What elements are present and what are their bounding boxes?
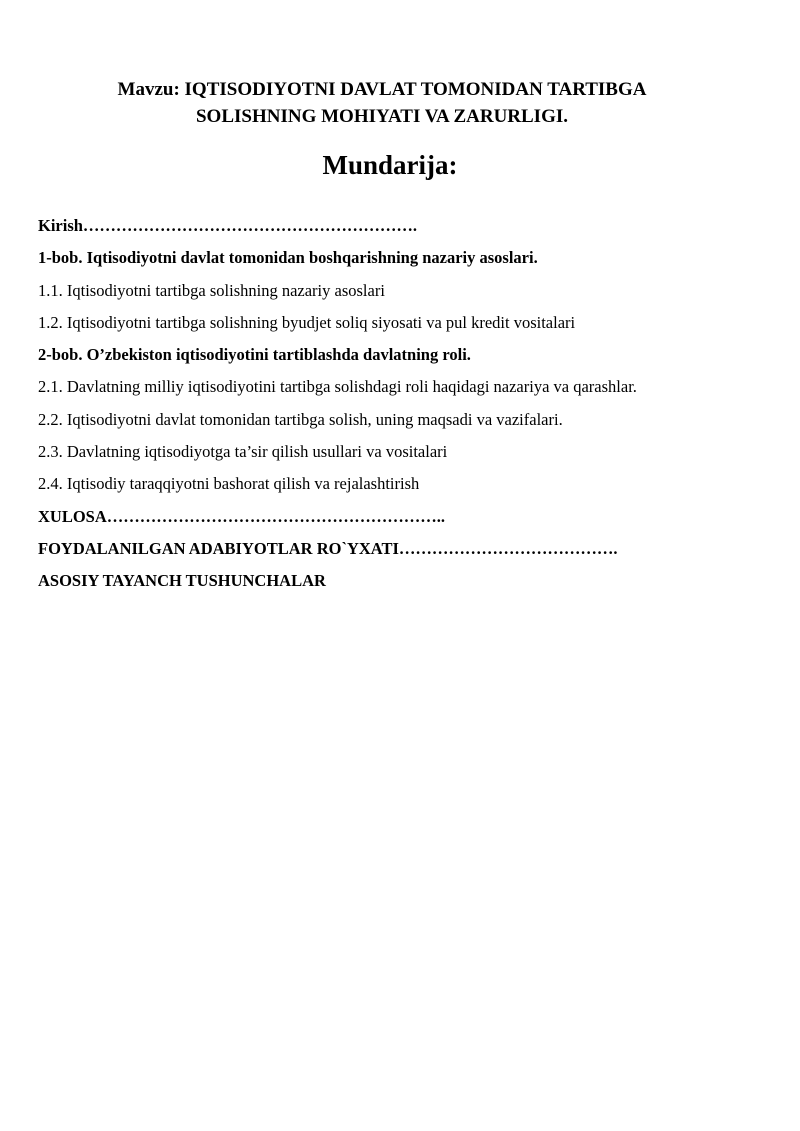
toc-item-chapter-1: 1-bob. Iqtisodiyotni davlat tomonidan boshqarishning nazariy asoslari. <box>38 248 538 268</box>
document-topic <box>0 76 764 130</box>
toc-item-section-1-2: 1.2. Iqtisodiyotni tartibga solishning byudjet soliq siyosati va pul kredit vositalari <box>38 312 576 332</box>
toc-item-section-1-1: 1.1. Iqtisodiyotni tartibga solishning nazariy asoslari <box>38 280 385 300</box>
topic-line-2: SOLISHNING MOHIYATI VA ZARURLIGI. <box>195 106 568 127</box>
toc-item-key-concepts: ASOSIY TAYANCH TUSHUNCHALAR <box>38 571 326 591</box>
toc-item-references: FOYDALANILGAN ADABIYOTLAR RO`YXATI…………………………………. <box>38 538 618 558</box>
toc-item-section-2-4: 2.4. Iqtisodiy taraqqiyotni bashorat qilish va rejalashtirish <box>38 474 420 494</box>
toc-item-section-2-2: 2.2. Iqtisodiyotni davlat tomonidan tartibga solish, uning maqsadi va vazifalari. <box>38 409 563 429</box>
table-of-contents <box>38 210 788 598</box>
toc-item-chapter-2: 2-bob. O’zbekiston iqtisodiyotini tartiblashda davlatning roli. <box>38 345 471 365</box>
toc-item-introduction: Kirish……………………………………………………. <box>38 216 418 235</box>
contents-title: Mundarija: <box>322 150 458 180</box>
topic-line-1: Mavzu: IQTISODIYOTNI DAVLAT TOMONIDAN TARTIBGA <box>117 79 647 100</box>
toc-item-section-2-3: 2.3. Davlatning iqtisodiyotga ta’sir qilish usullari va vositalari <box>38 442 448 462</box>
toc-item-conclusion: XULOSA…………………………………………………….. <box>38 506 446 526</box>
toc-item-section-2-1: 2.1. Davlatning milliy iqtisodiyotini tartibga solishdagi roli haqidagi nazariya va qarashlar. <box>38 377 637 397</box>
